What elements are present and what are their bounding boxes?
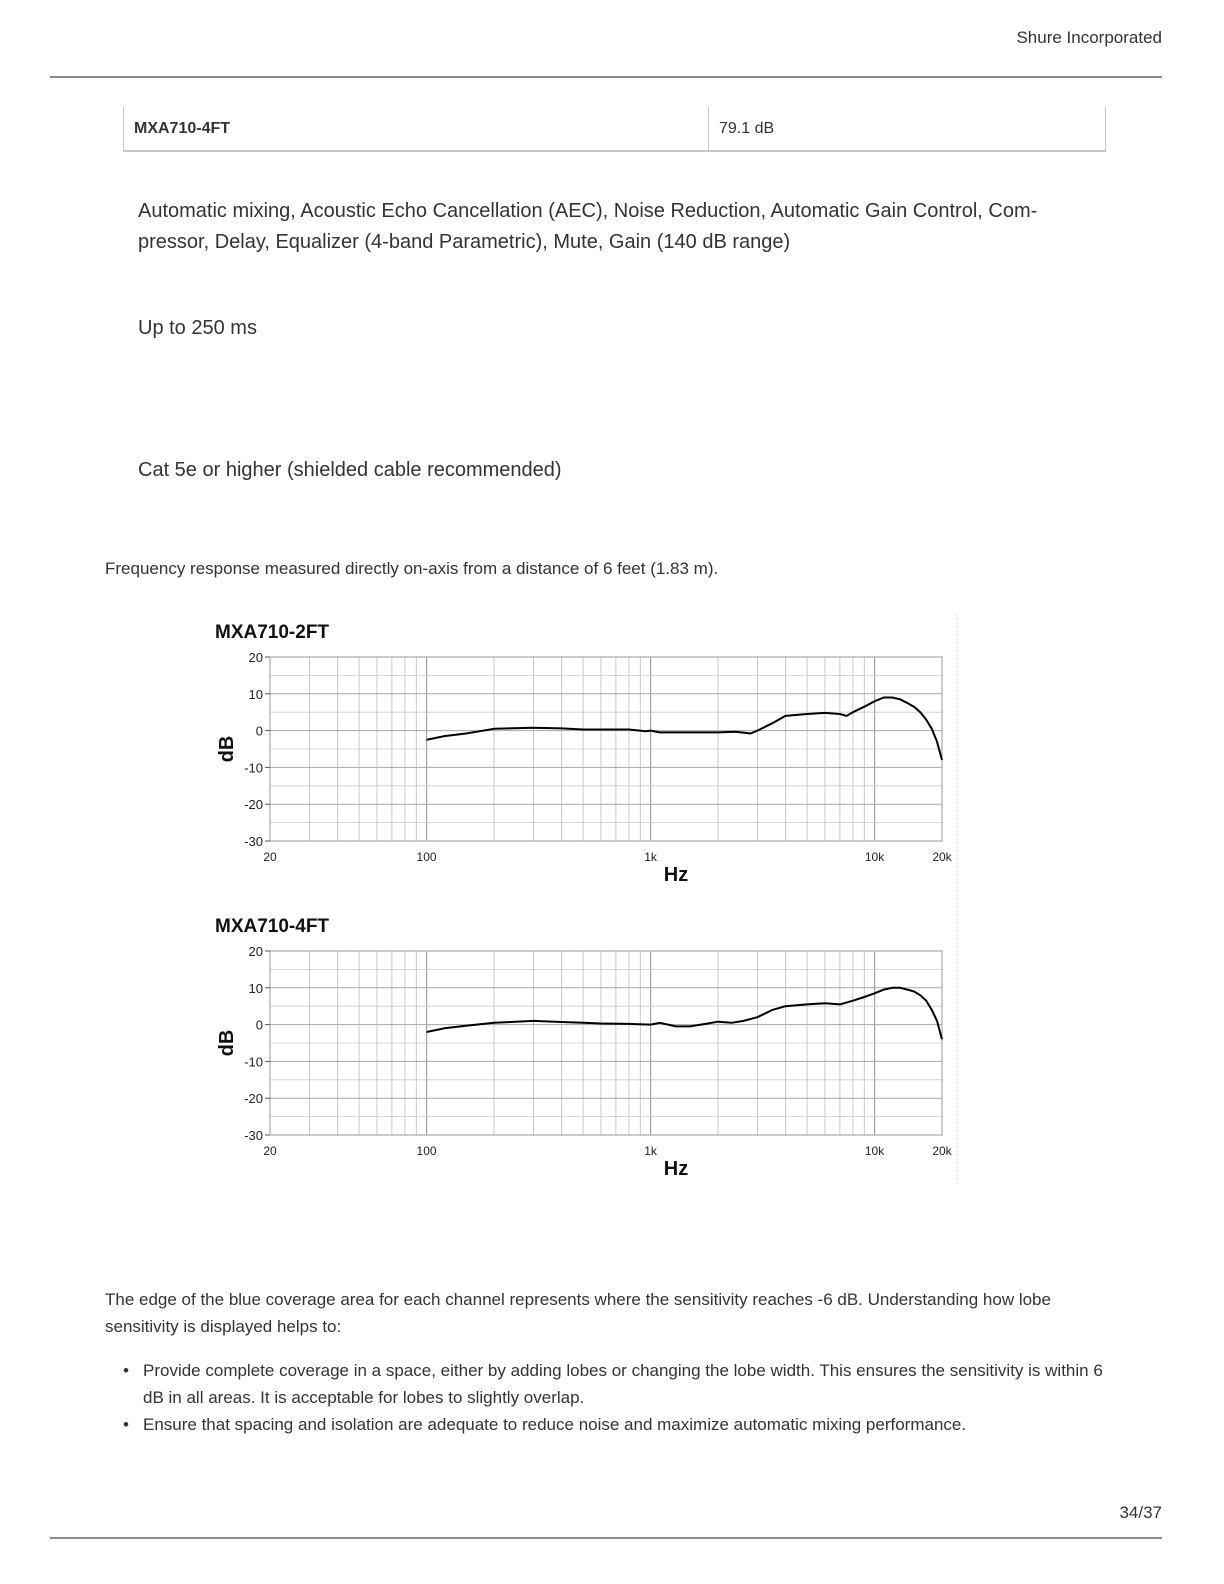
latency-text: Up to 250 ms <box>138 317 257 339</box>
list-item: • Ensure that spacing and isolation are adequate to reduce noise and maximize automatic mixing performance. <box>123 1415 967 1434</box>
x-tick-label: 1k <box>644 1144 657 1158</box>
y-tick-label: -30 <box>244 1128 263 1143</box>
chart-title: MXA710-4FT <box>215 916 330 937</box>
spec-table <box>123 107 1106 152</box>
cable-text: Cat 5e or higher (shielded cable recommended) <box>138 459 562 481</box>
x-tick-label: 20k <box>932 850 952 864</box>
x-tick-label: 10k <box>864 1144 885 1158</box>
y-tick-label: 0 <box>255 723 263 739</box>
y-axis-label: dB <box>216 1029 238 1057</box>
y-tick-label: -10 <box>244 760 263 776</box>
header-company-name: Shure Incorporated <box>1016 28 1162 47</box>
y-tick-label: -10 <box>244 1054 263 1070</box>
x-tick-label: 10k <box>864 850 885 864</box>
y-axis-label: dB <box>216 735 238 763</box>
x-tick-label: 100 <box>416 850 437 864</box>
list-item: • Provide complete coverage in a space, either by adding lobes or changing the lobe width. This ensures the sensitivity is within 6 dB in all areas. It is acceptable for lobes to slightly overlap. <box>123 1361 1103 1407</box>
lobe-bullet-list <box>105 1357 1105 1438</box>
x-tick-label: 20k <box>932 1144 952 1158</box>
bullet-text: Provide complete coverage in a space, either by adding lobes or changing the lobe width. This ensures the sensitivity is within 6 dB in all areas. It is acceptable for lobes to slightly overlap. <box>143 1361 1103 1407</box>
frequency-response-charts <box>200 600 970 1200</box>
spec-value-cell: 79.1 dB <box>719 119 775 137</box>
frequency-note: Frequency response measured directly on-axis from a distance of 6 feet (1.83 m). <box>105 559 719 578</box>
y-tick-label: 20 <box>248 944 263 959</box>
dsp-features-text: Automatic mixing, Acoustic Echo Cancellation (AEC), Noise Reduction, Automatic Gain Control, Com-pressor, Delay, Equalizer (4-band Parametric), Mute, Gain (140 dB range) <box>138 200 1038 253</box>
x-tick-label: 100 <box>416 1144 437 1158</box>
page-number: 34/37 <box>1119 1503 1162 1522</box>
y-tick-label: 10 <box>248 686 263 702</box>
x-tick-label: 20 <box>263 1144 277 1158</box>
x-axis-label: Hz <box>663 1158 689 1180</box>
bullet-text: Ensure that spacing and isolation are adequate to reduce noise and maximize automatic mixing performance. <box>143 1415 967 1434</box>
y-tick-label: 20 <box>248 650 263 665</box>
spec-model-cell: MXA710-4FT <box>124 107 709 150</box>
y-tick-label: -30 <box>244 834 263 849</box>
x-tick-label: 20 <box>263 850 277 864</box>
header-divider <box>50 76 1162 78</box>
x-tick-label: 1k <box>644 850 657 864</box>
y-tick-label: 10 <box>248 980 263 996</box>
y-tick-label: -20 <box>244 1091 263 1107</box>
x-axis-label: Hz <box>663 864 689 886</box>
lobe-sensitivity-text: The edge of the blue coverage area for each channel represents where the sensitivity reaches -6 dB. Understanding how lobe sensitivity is displayed helps to: <box>105 1290 1051 1336</box>
footer-divider <box>50 1537 1162 1539</box>
y-tick-label: 0 <box>255 1017 263 1033</box>
y-tick-label: -20 <box>244 797 263 813</box>
chart-title: MXA710-2FT <box>215 622 330 643</box>
